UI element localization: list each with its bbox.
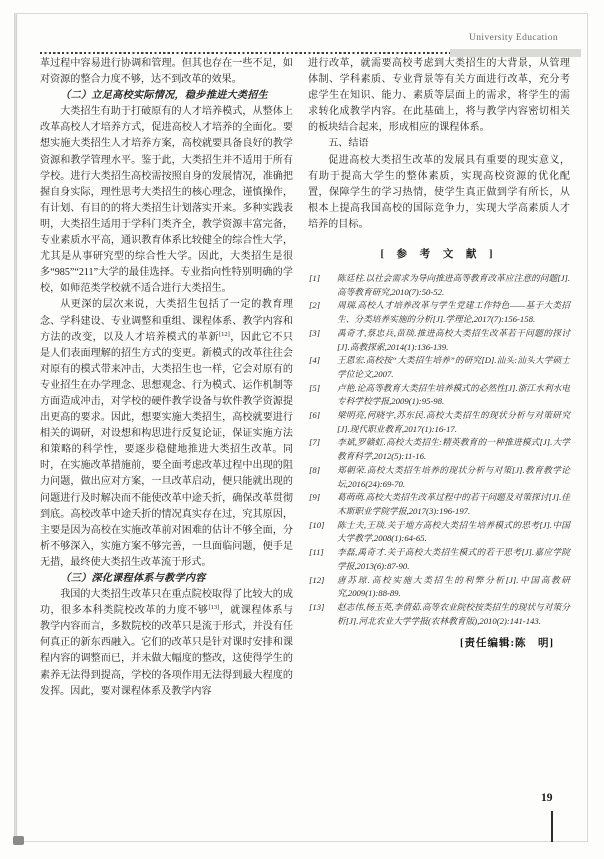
citation-marker: [13] xyxy=(208,604,220,612)
reference-entry xyxy=(308,519,570,546)
reference-label: [5] xyxy=(309,382,321,393)
paragraph: 革过程中容易进行协调和管理。但其也存在一些不足，如对资源的整合力度不够，达不到改革的效果。 xyxy=(40,58,293,86)
reference-entry xyxy=(308,409,570,436)
reference-text: 陈士夫,王琰.关于地方高校大类招生培养模式的思考[J].中国大学教学,2008(1):64-65. xyxy=(337,519,570,544)
paragraph xyxy=(40,587,293,700)
reference-entry xyxy=(308,272,570,299)
reference-text: 郑朝荣.高校大类招生培养的现状分析与对策[J].教育教学论坛,2016(24):69-70. xyxy=(337,464,570,489)
paragraph-text: 从更深的层次来说，大类招生包括了一定的教育理念、学科建设、专业调整和重组、课程体系、教学内容和方法的改变，以及人才培养模式的革新 xyxy=(40,299,293,343)
reference-text: 周瑞.高校人才培养改革与学生党建工作特色——基于大类招生、分类培养实施的分析[J].学理论,2017(7):156-158. xyxy=(337,300,570,325)
left-text-column xyxy=(40,56,293,700)
reference-label: [2] xyxy=(309,300,321,311)
reference-text: 陈廷柱.以社会需求为导向推进高等教育改革应注意的问题[J].高等教育研究,2010(7):50-52. xyxy=(337,273,570,297)
page-number: 19 xyxy=(541,792,553,804)
references-title: [ 参 考 文 献 ] xyxy=(380,249,498,261)
reference-text: 禹奇才,蔡忠兵,苗琰.推进高校大类招生改革若干问题的探讨[J].高教探索,2014(1):136-139. xyxy=(337,327,570,352)
paragraph: 进行改革，就需要高校考虑到大类招生的大背景，从管理体制、学科素质、专业背景等有关方面进行改革，充分考虑学生在知识、能力、素质等层面上的需求，将学生的需求转化成教学内容。在此基础上，将与教学内容密切相关的板块结合起来，形成相应的课程体系。 xyxy=(308,58,570,134)
reference-label: [8] xyxy=(309,464,321,475)
reference-text: 李磊,禹奇才.关于高校大类招生模式的若干思考[J].嘉应学院学报,2013(6):87-90. xyxy=(337,547,570,571)
reference-label: [10] xyxy=(309,519,325,530)
reference-label: [13] xyxy=(309,601,325,612)
reference-label: [6] xyxy=(309,410,321,421)
reference-label: [11] xyxy=(309,547,324,558)
citation-marker: [12] xyxy=(218,330,230,338)
reference-entry xyxy=(308,546,570,573)
reference-entry xyxy=(308,601,570,628)
reference-text: 葛萌萌.高校大类招生改革过程中的若干问题及对策探讨[J].佳木斯职业学院学报,2017(3):196-197. xyxy=(337,492,570,516)
reference-label: [3] xyxy=(309,327,321,338)
section-heading-conclusion: 五、结语 xyxy=(328,138,369,150)
reference-entry xyxy=(308,491,570,518)
scan-edge-shadow xyxy=(14,13,18,842)
subsection-heading-3: （三）深化课程体系与教学内容 xyxy=(60,573,206,584)
reference-entry xyxy=(308,354,570,381)
reference-text: 李斌,罗赣虹.高校大类招生:精英教育的一种推进模式[J].大学教育科学,2012(5):11-16. xyxy=(337,437,570,462)
reference-label: [7] xyxy=(309,437,321,448)
paragraph-text: ，就课程体系与教学内容而言，多数院校的改革只是流于形式，并没有任何真正的新东西融入。它们的改革只是针对课时安排和课程内容的调整而已，并未做大幅度的整改，这使得学生的素养无法得到提高，学校的各项作用无法得到最大程度的发挥。因此，要对课程体系及教学内容 xyxy=(40,605,294,697)
reference-entry xyxy=(308,436,570,463)
reference-entry xyxy=(308,464,570,491)
reference-text: 王恩宏.高校按“大类招生培养”的研究[D].汕头:汕头大学硕士学位论文,2007. xyxy=(337,355,570,379)
responsible-editor-note: [责任编辑:陈 明] xyxy=(460,638,554,650)
reference-text: 卢艳.论高等教育大类招生培养模式的必然性[J].浙江水利水电专科学校学报,2009(1):95-98. xyxy=(337,382,570,407)
reference-entry xyxy=(308,299,570,326)
paragraph xyxy=(40,297,293,571)
reference-text: 赵志伟,杨玉英,李倩茹.高等农业院校按类招生的现状与对策分析[J].河北农业大学学报(农林教育版),2010(2):141-143. xyxy=(337,601,570,626)
reference-text: 梁明亮,何晓宇,苏东民.高校大类招生的现状分析与对策研究[J].现代职业教育,2017(1):16-17. xyxy=(337,410,570,434)
header-dotted-rule xyxy=(40,52,450,54)
right-text-column xyxy=(308,56,570,650)
reference-entry xyxy=(308,574,570,601)
page-number-tick-line xyxy=(551,811,553,842)
paragraph: 大类招生有助于打破原有的人才培养模式，从整体上改革高校人才培养方式，促进高校人才培养的全面化。要想实施大类招生人才培养方案，高校就要具备良好的教学资源和教学管理水平。鉴于此，大类招生并不适用于所有学校。进行大类招生高校需按照自身的发展情况，准确把握自身实际，理性思考大类招生的核心理念，谨慎操作，有计划、有目的的将大类招生计划落实开来。多种实践表明，大类招生适用于学科门类齐全，教学资源丰富完备，专业素质水平高，通识教育体系比较健全的综合性大学，尤其是从事研究型的综合性大学。因此，大类招生是很多“985”“211”大学的最佳选择。专业指向性特别明确的学校，如师范类学校就不适合进行大类招生。 xyxy=(40,106,293,295)
paragraph-text: ，因此它不只是人们表面理解的招生方式的变更。新模式的改革往往会对原有的模式带来冲击，大类招生也一样，它会对原有的专业招生在办学理念、思想观念、行为模式、运作机制等方面造成冲击，对学校的硬件教学设备与软件教学资源提出更高的要求。因此，想要实施大类招生，高校就要进行相关的调研，对设想和构思进行反复论证，保证实施方法和策略的科学性，要逐步稳健地推进大类招生改革。同时，在实施改革措施前，要全面考虑改革过程中出现的阻力问题，做出应对方案，一旦改革启动，便只能就出现的问题进行及时解决而不能使改革中途夭折，确保改革贯彻到底。高校改革中途夭折的情况真实存在过，究其原因，主要是因为高校在实施改革前对困难的估计不够全面，分析不够深入，实施方案不够完善，一旦面临问题，便手足无措，最终使大类招生改革流于形式。 xyxy=(40,331,293,568)
paragraph: 促进高校大类招生改革的发展具有重要的现实意义，有助于提高大学生的整体素质，实现高校资源的优化配置，保障学生的学习热情，使学生真正做到学有所长，从根本上提高我国高校的国际竞争力，实现大学高素质人才培养的目标。 xyxy=(308,154,570,230)
reference-text: 唐苏琼.高校实施大类招生的利弊分析[J].中国高教研究,2009(1):88-89. xyxy=(337,574,570,599)
references-list xyxy=(308,272,570,628)
reference-label: [12] xyxy=(309,574,325,585)
reference-label: [1] xyxy=(309,273,321,284)
reference-label: [4] xyxy=(309,355,321,366)
subsection-heading-2: （二）立足高校实际情况，稳步推进大类招生 xyxy=(60,90,269,102)
paragraph-text: 我国的大类招生改革只在重点院校取得了比较大的成功，很多本科类院校改革的力度不够 xyxy=(40,589,293,617)
journal-header-title: University Education xyxy=(469,33,558,43)
reference-entry xyxy=(308,382,570,409)
scan-corner-blot xyxy=(13,836,24,845)
reference-entry xyxy=(308,327,570,354)
reference-label: [9] xyxy=(309,492,321,503)
